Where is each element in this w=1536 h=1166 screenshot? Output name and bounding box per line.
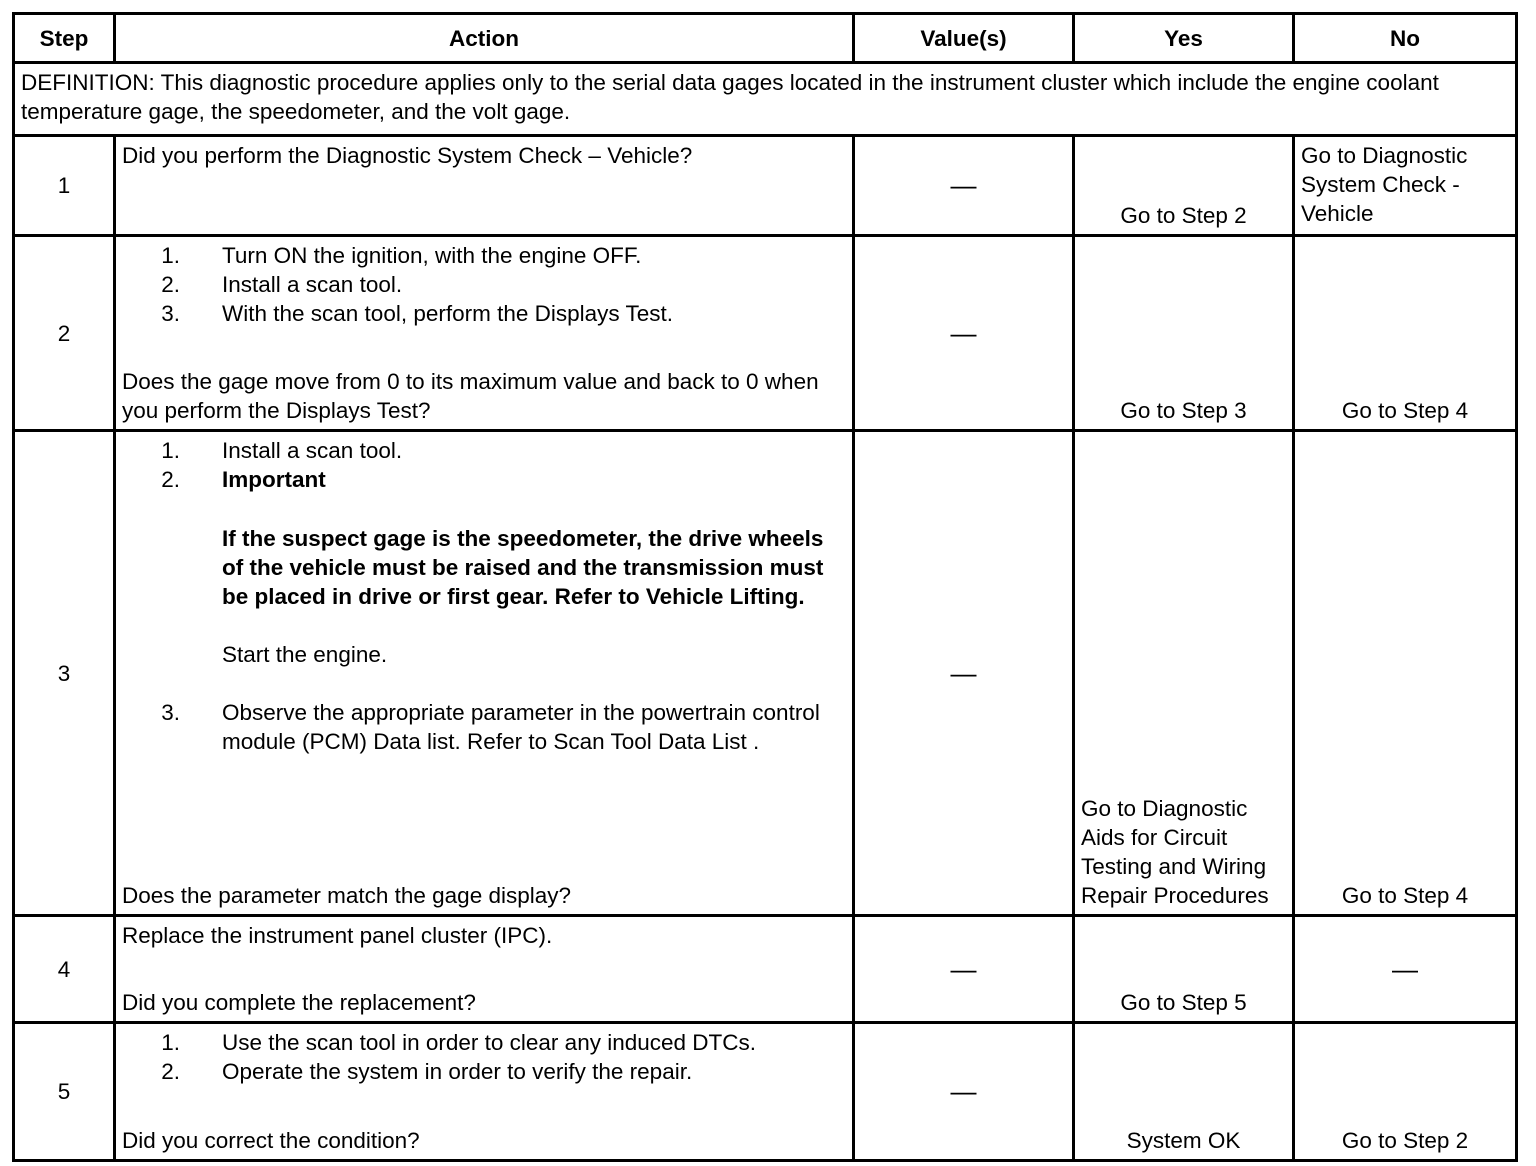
action-cell	[115, 916, 854, 1023]
step-number: 2	[14, 236, 115, 431]
step-number: 1	[14, 136, 115, 236]
yes-cell: System OK	[1074, 1023, 1294, 1161]
list-item: 2. Important If the suspect gage is the speedometer, the drive wheels of the vehicle must be raised and the transmission must be placed in drive or first gear. Refer to Vehicle Lifting. Start the engine.	[122, 465, 846, 698]
action-cell	[115, 236, 854, 431]
action-cell	[115, 1023, 854, 1161]
list-item: 1. Use the scan tool in order to clear any induced DTCs.	[161, 1030, 757, 1055]
step-number: 4	[14, 916, 115, 1023]
header-yes: Yes	[1074, 14, 1294, 63]
table-row	[14, 1023, 1517, 1161]
action-cell	[115, 136, 854, 236]
important-note: If the suspect gage is the speedometer, the drive wheels of the vehicle must be raised and the transmission must be placed in drive or first gear. Refer to Vehicle Lifting.	[222, 526, 824, 609]
table-row	[14, 236, 1517, 431]
value-cell: —	[854, 916, 1074, 1023]
list-item: 1. Turn ON the ignition, with the engine OFF.	[161, 243, 642, 268]
yes-cell: Go to Step 2	[1074, 136, 1294, 236]
no-cell: Go to Step 4	[1294, 236, 1517, 431]
header-action: Action	[115, 14, 854, 63]
definition-row	[14, 63, 1517, 136]
diagnostic-table	[12, 12, 1518, 1162]
no-cell: —	[1294, 916, 1517, 1023]
list-item: 3. With the scan tool, perform the Displays Test.	[161, 301, 674, 326]
no-cell: Go to Diagnostic System Check - Vehicle	[1294, 136, 1517, 236]
yes-cell: Go to Step 5	[1074, 916, 1294, 1023]
definition-text: DEFINITION: This diagnostic procedure applies only to the serial data gages located in the instrument cluster which include the engine coolant temperature gage, the speedometer, and the volt gage.	[14, 63, 1517, 136]
action-steps	[122, 436, 846, 756]
yes-cell: Go to Diagnostic Aids for Circuit Testing and Wiring Repair Procedures	[1074, 431, 1294, 916]
list-item: 3. Observe the appropriate parameter in the powertrain control module (PCM) Data list. Refer to Scan Tool Data List .	[161, 700, 820, 754]
no-cell: Go to Step 4	[1294, 431, 1517, 916]
header-no: No	[1294, 14, 1517, 63]
table-row	[14, 136, 1517, 236]
table-row	[14, 431, 1517, 916]
value-cell: —	[854, 136, 1074, 236]
value-cell: —	[854, 1023, 1074, 1161]
header-values: Value(s)	[854, 14, 1074, 63]
action-text: Replace the instrument panel cluster (IPC).	[122, 923, 553, 948]
action-question: Did you correct the condition?	[122, 1128, 420, 1153]
action-question: Does the parameter match the gage display?	[122, 883, 572, 908]
action-question: Does the gage move from 0 to its maximum value and back to 0 when you perform the Displays Test?	[122, 369, 819, 423]
value-cell: —	[854, 431, 1074, 916]
action-cell	[115, 431, 854, 916]
important-label: Important	[222, 467, 326, 492]
no-cell: Go to Step 2	[1294, 1023, 1517, 1161]
step-number: 5	[14, 1023, 115, 1161]
step-number: 3	[14, 431, 115, 916]
list-item: 2. Operate the system in order to verify the repair.	[161, 1059, 693, 1084]
value-cell: —	[854, 236, 1074, 431]
header-row	[14, 14, 1517, 63]
yes-cell: Go to Step 3	[1074, 236, 1294, 431]
list-item: 2. Install a scan tool.	[161, 272, 403, 297]
action-steps	[122, 1028, 846, 1086]
step-instruction: Start the engine.	[222, 642, 388, 667]
table-row	[14, 916, 1517, 1023]
action-question: Did you perform the Diagnostic System Check – Vehicle?	[122, 143, 693, 168]
header-step: Step	[14, 14, 115, 63]
action-steps	[122, 241, 846, 328]
list-item: 1. Install a scan tool.	[161, 438, 403, 463]
action-question: Did you complete the replacement?	[122, 990, 476, 1015]
